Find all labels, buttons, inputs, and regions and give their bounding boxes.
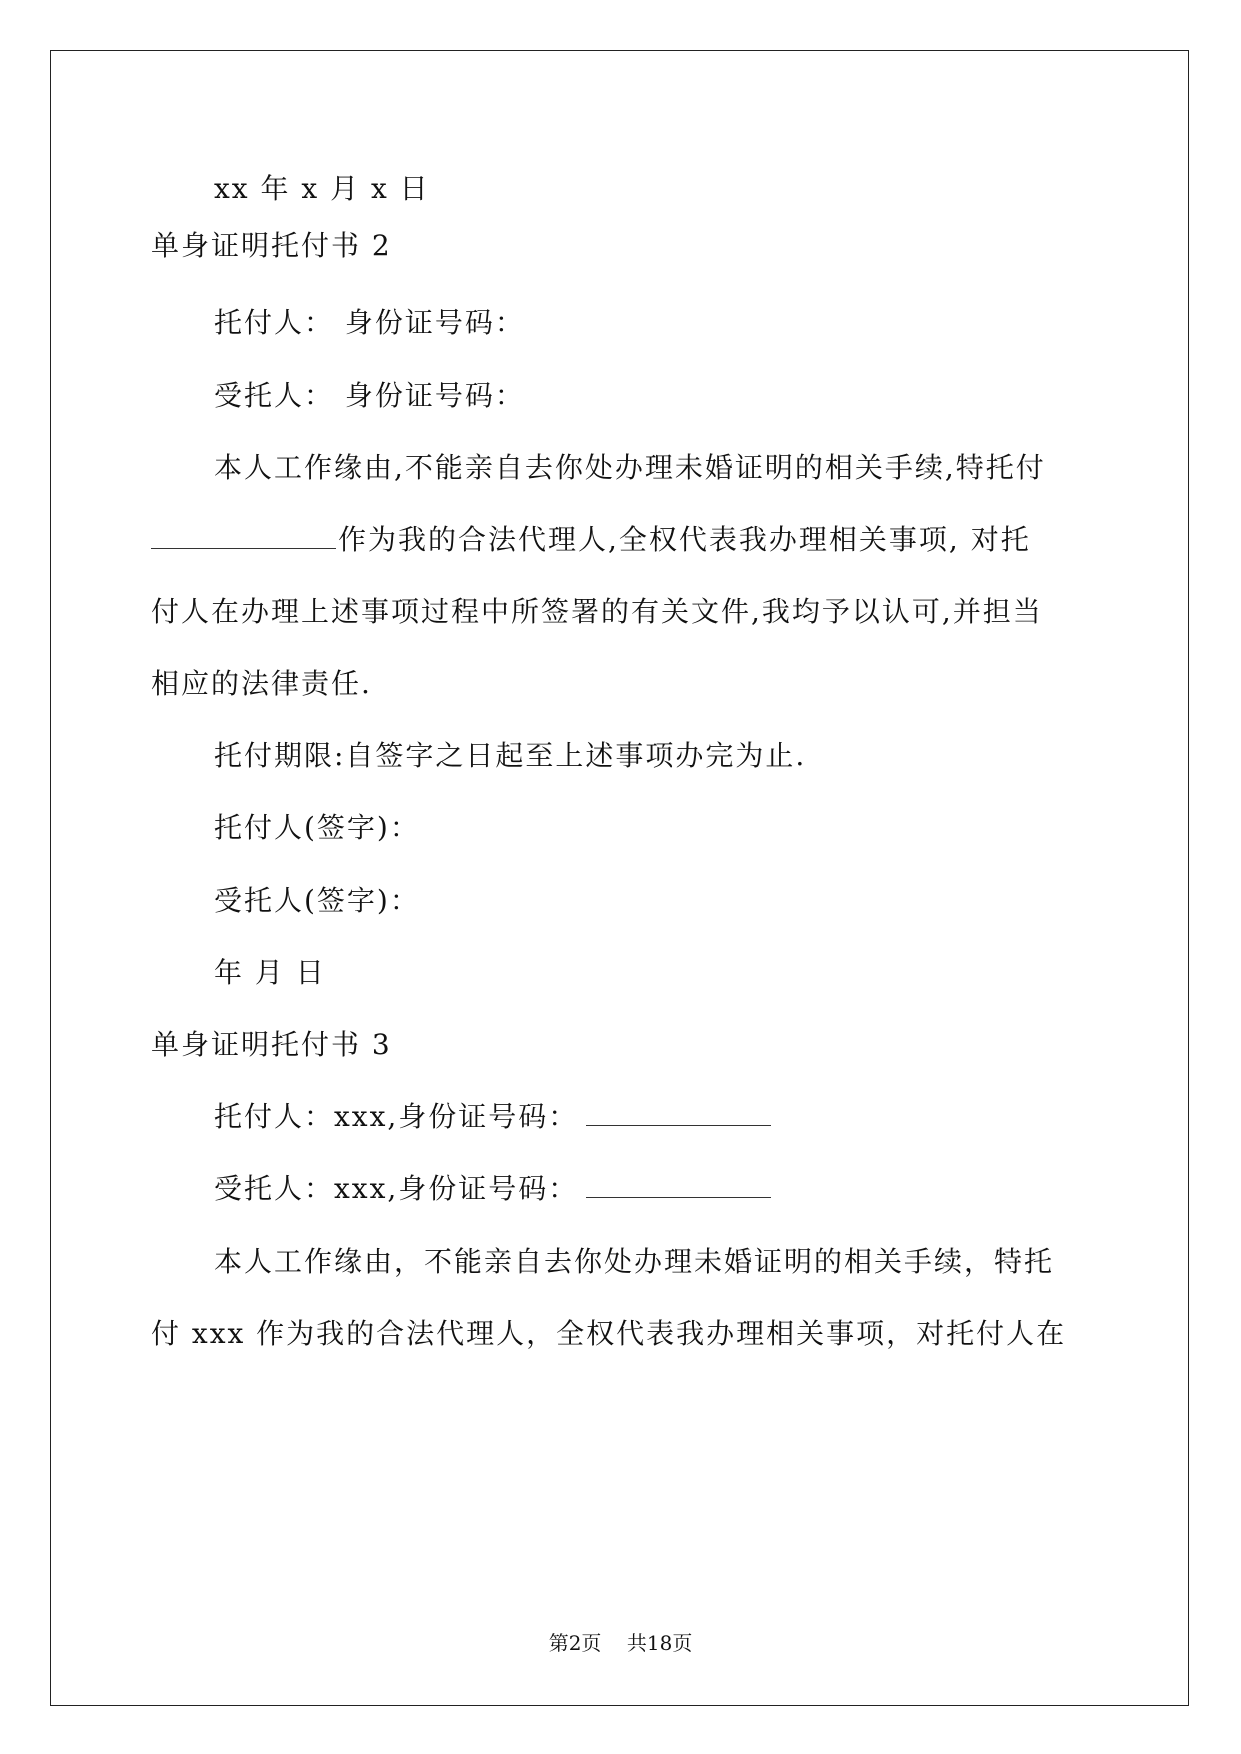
page-current-suffix: 页 xyxy=(581,1631,602,1655)
agent-signature-line: 受托人(签字)： xyxy=(214,884,420,917)
page-total-number: 18 xyxy=(646,1631,673,1655)
page-current-prefix: 第 xyxy=(548,1631,569,1655)
body-paragraph-line: 付 xxx 作为我的合法代理人，全权代表我办理相关事项，对托付人在 xyxy=(151,1317,1067,1350)
body-paragraph-line: 本人工作缘由，不能亲自去你处办理未婚证明的相关手续，特托 xyxy=(214,1245,1055,1278)
body-paragraph-line xyxy=(151,523,1031,557)
blank-underline xyxy=(151,524,336,549)
body-paragraph-line: 付人在办理上述事项过程中所签署的有关文件,我均予以认可,并担当 xyxy=(151,595,1043,628)
page-footer xyxy=(0,1631,1241,1655)
section-heading-3: 单身证明托付书 3 xyxy=(151,1028,392,1061)
body-paragraph-line: 本人工作缘由,不能亲自去你处办理未婚证明的相关手续,特托付 xyxy=(214,451,1046,484)
principal-line xyxy=(214,1100,771,1134)
date-line: xx 年 x 月 x 日 xyxy=(214,172,430,205)
section-heading-2: 单身证明托付书 2 xyxy=(151,229,392,262)
body-paragraph-text: 作为我的合法代理人,全权代表我办理相关事项, 对托 xyxy=(338,523,1031,556)
agent-text: 受托人：xxx,身份证号码： xyxy=(214,1172,579,1205)
page-current-number: 2 xyxy=(568,1631,582,1655)
page-total-prefix: 共 xyxy=(626,1631,647,1655)
principal-text: 托付人：xxx,身份证号码： xyxy=(214,1100,579,1133)
agent-line: 受托人： 身份证号码： xyxy=(214,379,525,412)
agent-line xyxy=(214,1172,771,1206)
body-paragraph-line: 相应的法律责任. xyxy=(151,667,372,700)
blank-underline xyxy=(586,1173,771,1198)
term-line: 托付期限:自签字之日起至上述事项办完为止. xyxy=(214,739,807,772)
blank-underline xyxy=(586,1101,771,1126)
principal-line: 托付人： 身份证号码： xyxy=(214,306,525,339)
principal-signature-line: 托付人(签字)： xyxy=(214,811,420,844)
signature-date-line: 年 月 日 xyxy=(214,956,326,989)
page-total-suffix: 页 xyxy=(672,1631,693,1655)
page-frame xyxy=(50,50,1189,1706)
